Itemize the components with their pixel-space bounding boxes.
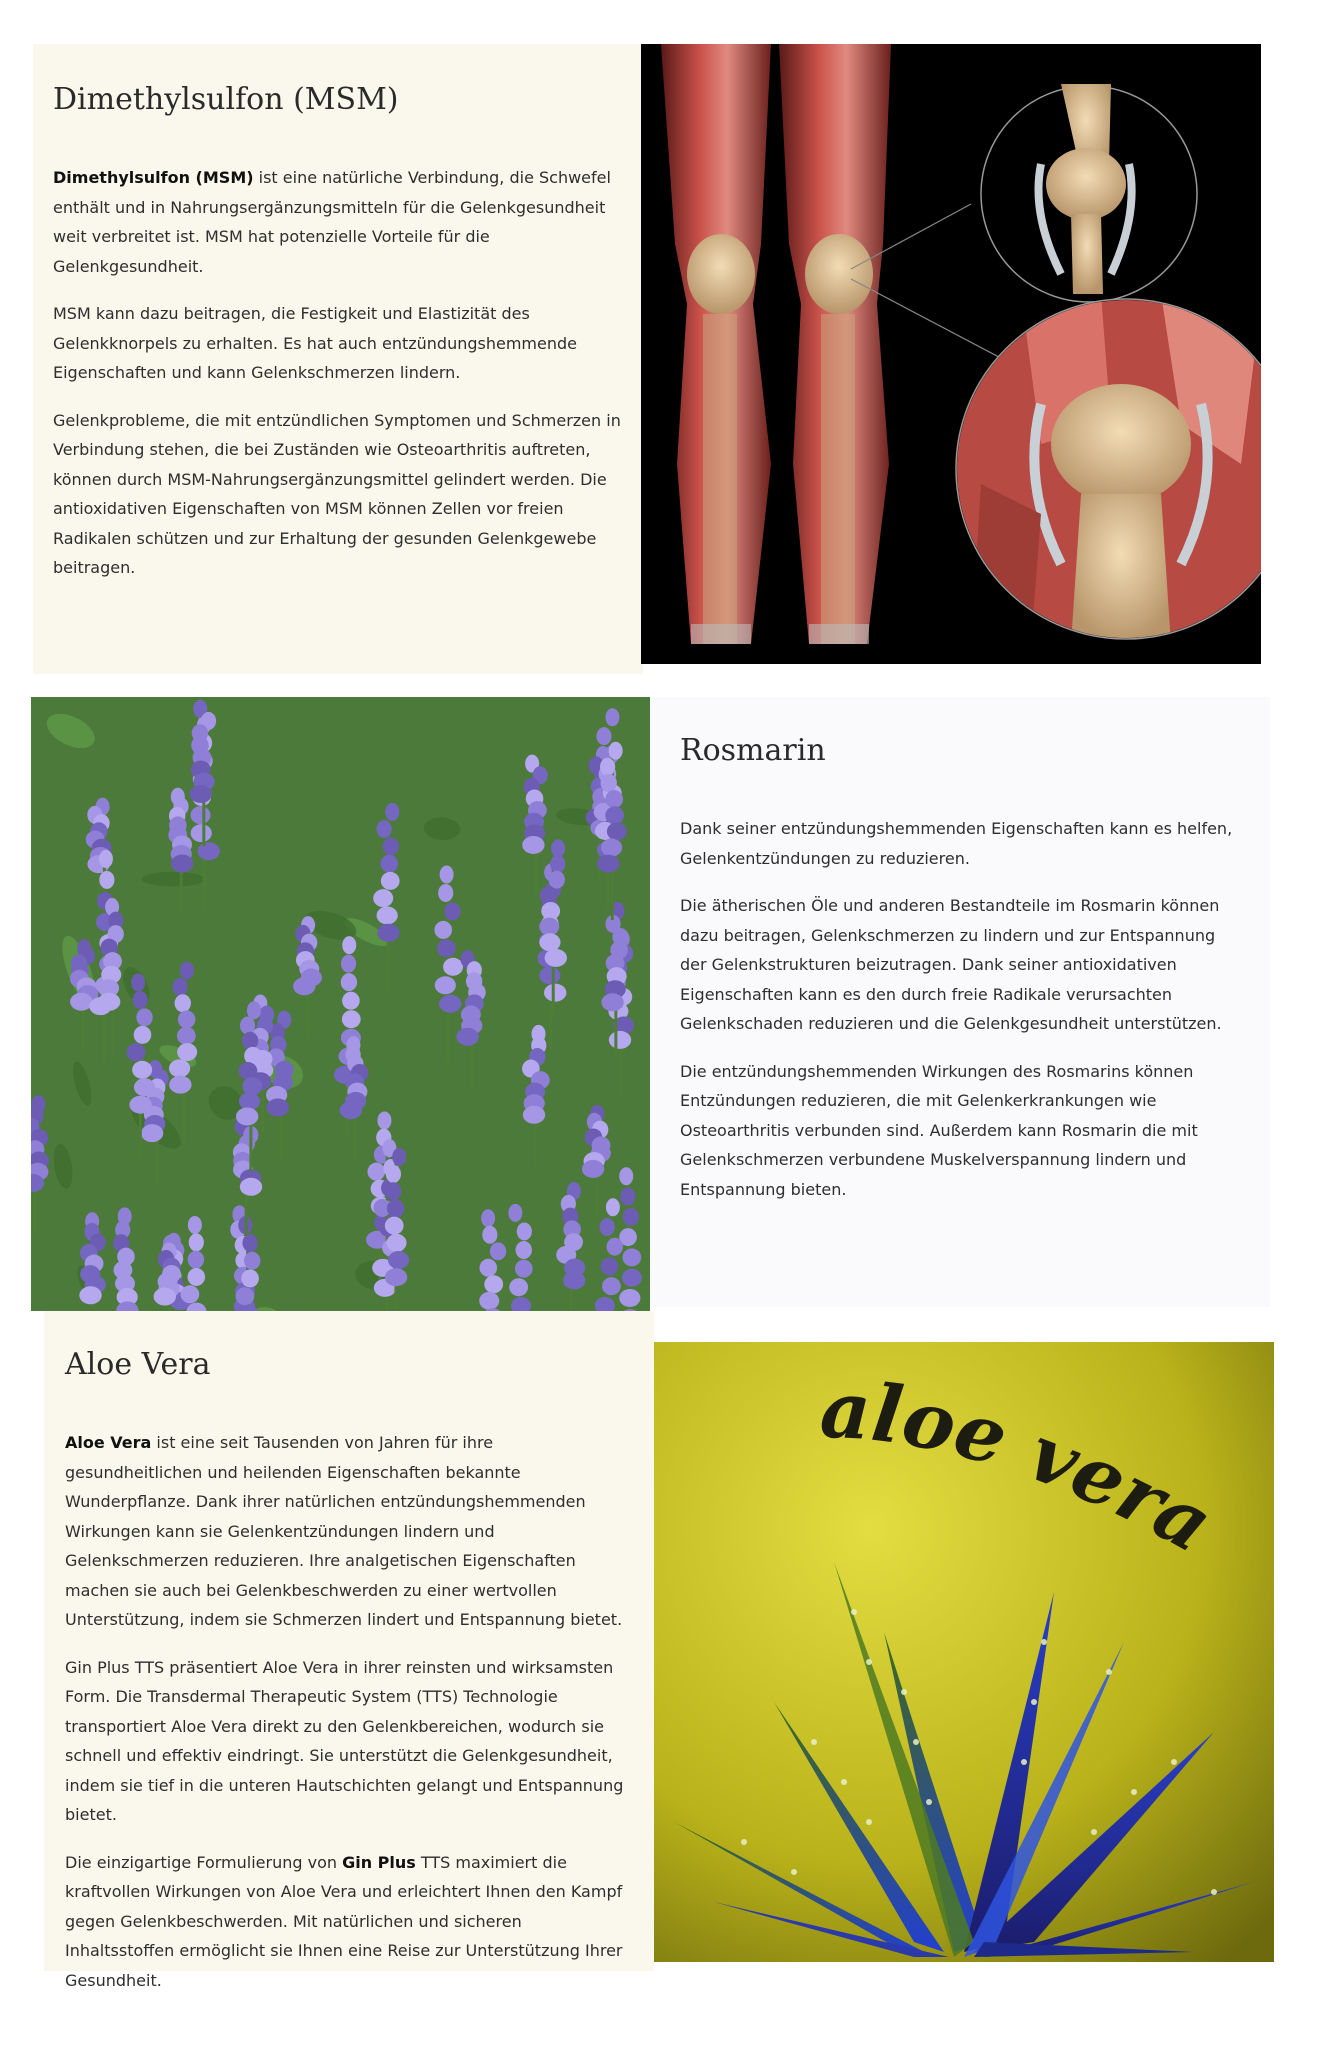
msm-paragraph-1-text: ist eine natürliche Verbindung, die Schwefel enthält und in Nahrungsergänzungsmitteln für die Gelenkgesundheit weit verbreitet ist. MSM hat potenzielle Vorteile für die Gelenkgesundheit. (53, 168, 611, 276)
aloe-paragraph-3-end: TTS maximiert die kraftvollen Wirkungen von Aloe Vera und erleichtert Ihnen den Kampf gegen Gelenkbeschwerden. Mit natürlichen und sicheren Inhaltsstoffen ermöglicht sie Ihnen eine Reise zur Unterstützung Ihrer Gesundheit. (65, 1852, 623, 1990)
aloe-bold-term: Aloe Vera (65, 1433, 152, 1452)
aloe-vera-image (654, 1342, 1274, 1962)
aloe-paragraph-3 (65, 1848, 634, 1996)
rosmarin-paragraph-1: Dank seiner entzündungshemmenden Eigenschaften kann es helfen, Gelenkentzündungen zu reduzieren. (680, 819, 1233, 868)
msm-paragraph-2: MSM kann dazu beitragen, die Festigkeit und Elastizität des Gelenkknorpels zu erhalten. Es hat auch entzündungshemmende Eigenschaften und kann Gelenkschmerzen lindern. (53, 304, 577, 382)
rosmarin-paragraph-2: Die ätherischen Öle und anderen Bestandteile im Rosmarin können dazu beitragen, Gelenkschmerzen zu lindern und zur Entspannung der Gelenkstrukturen beizutragen. Dank seiner antioxidativen Eigenschaften kann es den durch freie Radikale verursachten Gelenkschaden reduzieren und die Gelenkgesundheit unterstützen. (680, 896, 1222, 1033)
msm-paragraph-3: Gelenkprobleme, die mit entzündlichen Symptomen und Schmerzen in Verbindung stehen, die bei Zuständen wie Osteoarthritis auftreten, können durch MSM-Nahrungsergänzungsmittel gelindert werden. Die antioxidativen Eigenschaften von MSM können Zellen vor freien Radikalen schützen und zur Erhaltung der gesunden Gelenkgewebe beitragen. (53, 410, 621, 577)
aloe-paragraph-1-text: ist eine seit Tausenden von Jahren für ihre gesundheitlichen und heilenden Eigenschaften bekannte Wunderpflanze. Dank ihrer natürlichen entzündungshemmenden Wirkungen kann sie Gelenkentzündungen lindern und Gelenkschmerzen reduzieren. Ihre analgetischen Eigenschaften machen sie auch bei Gelenkbeschwerden zu einer wertvollen Unterstützung, indem sie Schmerzen lindert und Entspannung bietet. (65, 1433, 623, 1629)
rosmarin-text-panel (650, 697, 1270, 1307)
aloe-text-panel (44, 1311, 654, 1990)
gin-plus-bold: Gin Plus (342, 1852, 416, 1872)
rosmarin-paragraph-3: Die entzündungshemmenden Wirkungen des Rosmarins können Entzündungen reduzieren, die mit Gelenkerkrankungen wie Osteoarthritis verbunden sind. Außerdem kann Rosmarin die mit Gelenkschmerzen verbundene Muskelverspannung lindern und Entspannung bieten. (680, 1061, 1198, 1199)
knee-anatomy-image (641, 44, 1261, 664)
msm-title: Dimethylsulfon (MSM) (53, 82, 399, 117)
aloe-paragraph-2: Gin Plus TTS präsentiert Aloe Vera in ihrer reinsten und wirksamsten Form. Die Transdermal Therapeutic System (TTS) Technologie transportiert Aloe Vera direkt zu den Gelenkbereichen, wodurch sie schnell und effektiv eindringt. Sie unterstützt die Gelenkgesundheit, indem sie tief in die unteren Hautschichten gelangt und Entspannung bietet. (65, 1657, 624, 1824)
msm-text-panel (33, 44, 643, 674)
rosmarin-title: Rosmarin (680, 733, 826, 768)
msm-bold-term: Dimethylsulfon (MSM) (53, 168, 254, 187)
aloe-paragraph-1 (65, 1428, 634, 1635)
msm-paragraph-1 (53, 163, 623, 281)
aloe-vera-lettering: aloe vera (818, 1364, 1227, 1571)
aloe-title: Aloe Vera (65, 1347, 211, 1382)
lavender-flower-image (31, 697, 650, 1311)
aloe-paragraph-3-start: Die einzigartige Formulierung von (65, 1852, 343, 1872)
